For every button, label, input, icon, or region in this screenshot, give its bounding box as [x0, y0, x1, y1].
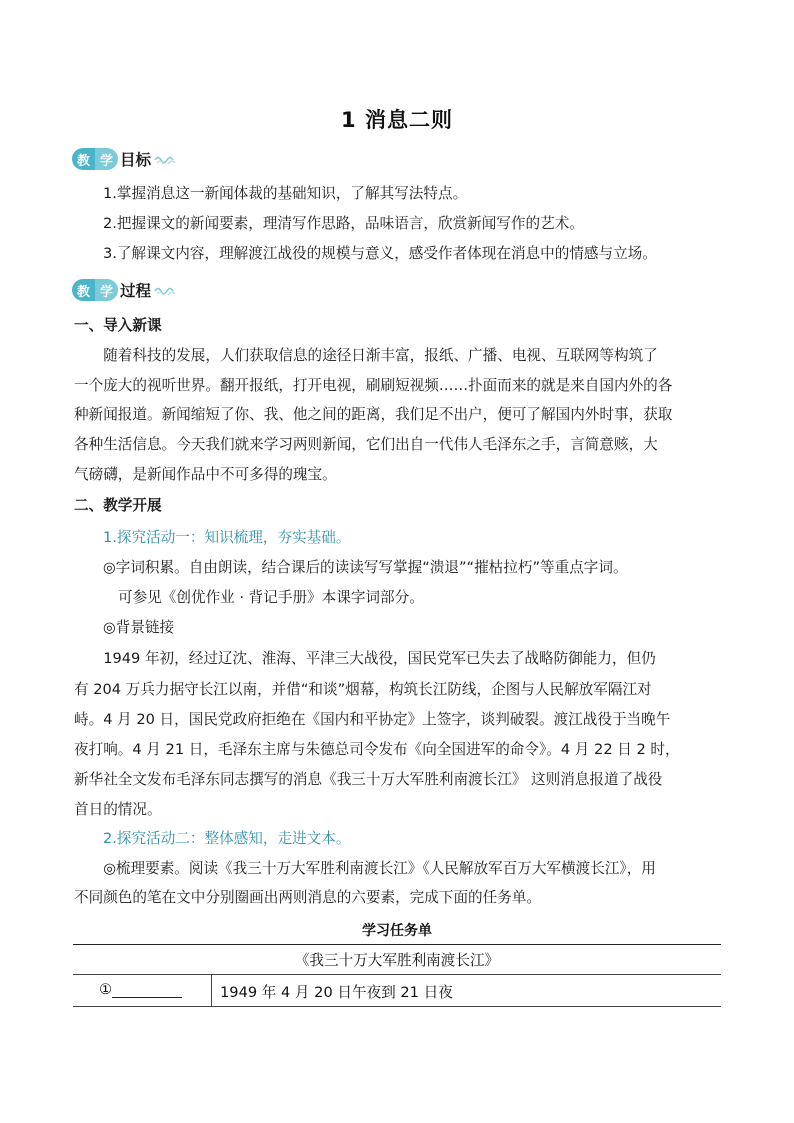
- wave-decoration-icon: [154, 285, 176, 295]
- row1-label: ①: [99, 981, 113, 998]
- process-badge-char-1: 教: [72, 279, 95, 301]
- goals-badge-char-2: 学: [95, 148, 118, 170]
- intro-line-3: 种新闻报道。新闻缩短了你、我、他之间的距离，我们足不出户，便可了解国内外时事，获取: [74, 406, 673, 423]
- table-header-cell: 《我三十万大军胜利南渡长江》: [294, 952, 500, 969]
- goals-badge-char-1: 教: [72, 148, 95, 170]
- intro-line-5: 气磅礴，是新闻作品中不可多得的瑰宝。: [74, 466, 337, 483]
- activity-2-heading: 2.探究活动二：整体感知，走进文本。: [103, 830, 351, 847]
- background-line-5: 新华社全文发布毛泽东同志撰写的消息《我三十万大军胜利南渡长江》 这则消息报道了战役: [74, 771, 663, 788]
- intro-line-4: 各种生活信息。今天我们就来学习两则新闻，它们出自一代伟人毛泽东之手，言简意赅，大: [74, 436, 658, 453]
- process-heading: [72, 278, 176, 302]
- goals-heading: [72, 147, 176, 171]
- activity-1-heading: 1.探究活动一：知识梳理，夯实基础。: [103, 529, 351, 546]
- process-label: 过程: [120, 282, 152, 300]
- wave-decoration-icon: [154, 154, 176, 164]
- vocab-paragraph: ◎字词积累。自由朗读，结合课后的读读写写掌握“溃退”“摧枯拉朽”等重点字词。: [103, 559, 628, 576]
- background-heading: ◎背景链接: [103, 619, 175, 636]
- goal-item-2: 2.把握课文的新闻要素，理清写作思路，品味语言，欣赏新闻写作的艺术。: [103, 215, 584, 232]
- process-badge-char-2: 学: [95, 279, 118, 301]
- goal-item-3: 3.了解课文内容，理解渡江战役的规模与意义，感受作者体现在消息中的情感与立场。: [103, 245, 657, 262]
- section-heading-teaching: 二、教学开展: [74, 497, 162, 514]
- task-sheet-title: 学习任务单: [362, 923, 432, 939]
- background-line-4: 夜打响。4 月 21 日，毛泽东主席与朱德总司令发布《向全国进军的命令》。4 月 22 日 2 时，: [74, 741, 680, 758]
- table-header-rule: [73, 974, 721, 975]
- intro-line-1: 随着科技的发展，人们获取信息的途径日渐丰富，报纸、广播、电视、互联网等构筑了: [74, 347, 658, 364]
- table-top-rule: [73, 944, 721, 945]
- background-line-1: 1949 年初，经过辽沈、淮海、平津三大战役，国民党军已失去了战略防御能力，但仍: [74, 650, 656, 667]
- goals-badge: [72, 148, 118, 170]
- table-bottom-rule: [73, 1006, 721, 1007]
- background-line-2: 有 204 万兵力据守长江以南，并借“和谈”烟幕，构筑长江防线，企图与人民解放军隔江对: [74, 681, 652, 698]
- goals-label: 目标: [120, 151, 152, 169]
- sort-line-1: ◎梳理要素。阅读《我三十万大军胜利南渡长江》《人民解放军百万大军横渡长江》，用: [74, 860, 656, 877]
- table-column-divider: [211, 974, 212, 1006]
- table-row1-label-cell[interactable]: [99, 981, 182, 998]
- page-title: 1 消息二则: [341, 108, 453, 132]
- section-heading-intro: 一、导入新课: [74, 317, 162, 334]
- process-badge: [72, 279, 118, 301]
- row1-fill-blank[interactable]: [112, 982, 182, 998]
- goal-item-1: 1.掌握消息这一新闻体裁的基础知识，了解其写法特点。: [103, 185, 468, 202]
- background-line-3: 峙。4 月 20 日，国民党政府拒绝在《国内和平协定》上签字，谈判破裂。渡江战役于当晚午: [74, 711, 671, 728]
- background-line-6: 首日的情况。: [74, 801, 162, 818]
- intro-line-2: 一个庞大的视听世界。翻开报纸，打开电视，刷刷短视频……扑面而来的就是来自国内外的各: [74, 377, 673, 394]
- vocab-reference: 可参见《创优作业 · 背记手册》本课字词部分。: [118, 589, 424, 606]
- table-row1-value-cell: 1949 年 4 月 20 日午夜到 21 日夜: [220, 984, 453, 1001]
- sort-line-2: 不同颜色的笔在文中分别圈画出两则消息的六要素，完成下面的任务单。: [74, 889, 542, 906]
